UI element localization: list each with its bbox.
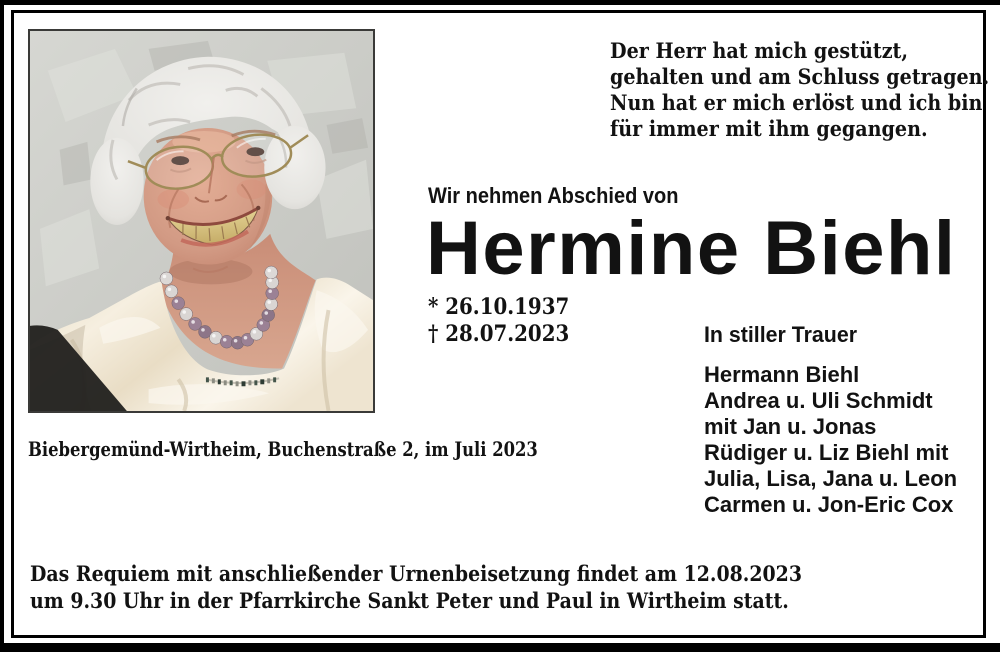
death-date: † 28.07.2023 bbox=[428, 321, 570, 347]
epigraph-line: gehalten und am Schluss getragen. bbox=[610, 64, 990, 89]
address-date-line: Biebergemünd-Wirtheim, Buchenstraße 2, im Juli 2023 bbox=[28, 437, 538, 461]
mourner-line: mit Jan u. Jonas bbox=[704, 414, 877, 439]
mourning-header: In stiller Trauer bbox=[704, 322, 858, 347]
mourner-line: Julia, Lisa, Jana u. Leon bbox=[704, 466, 958, 491]
intro-line: Wir nehmen Abschied von bbox=[428, 183, 679, 208]
mourner-line: Carmen u. Jon-Eric Cox bbox=[704, 492, 954, 517]
mourner-line: Hermann Biehl bbox=[704, 362, 860, 387]
epigraph bbox=[610, 38, 989, 142]
funeral-notice-line: Das Requiem mit anschließender Urnenbeisetzung findet am 12.08.2023 bbox=[30, 561, 802, 586]
birth-date: * 26.10.1937 bbox=[428, 294, 570, 320]
mourner-line: Rüdiger u. Liz Biehl mit bbox=[704, 440, 949, 465]
epigraph-line: für immer mit ihm gegangen. bbox=[610, 116, 928, 141]
mourners-list bbox=[704, 362, 957, 518]
funeral-notice bbox=[30, 560, 802, 614]
portrait-photo bbox=[28, 29, 375, 413]
deceased-name: Hermine Biehl bbox=[426, 206, 957, 291]
scan-edge-top bbox=[0, 0, 1000, 5]
mourner-line: Andrea u. Uli Schmidt bbox=[704, 388, 933, 413]
epigraph-line: Der Herr hat mich gestützt, bbox=[610, 38, 909, 63]
portrait-illustration bbox=[30, 31, 373, 411]
scan-edge-bottom bbox=[0, 643, 1000, 652]
funeral-notice-line: um 9.30 Uhr in der Pfarrkirche Sankt Peter und Paul in Wirtheim statt. bbox=[30, 588, 789, 613]
scan-edge-left bbox=[0, 0, 4, 652]
epigraph-line: Nun hat er mich erlöst und ich bin bbox=[610, 90, 983, 115]
life-dates bbox=[428, 294, 569, 348]
